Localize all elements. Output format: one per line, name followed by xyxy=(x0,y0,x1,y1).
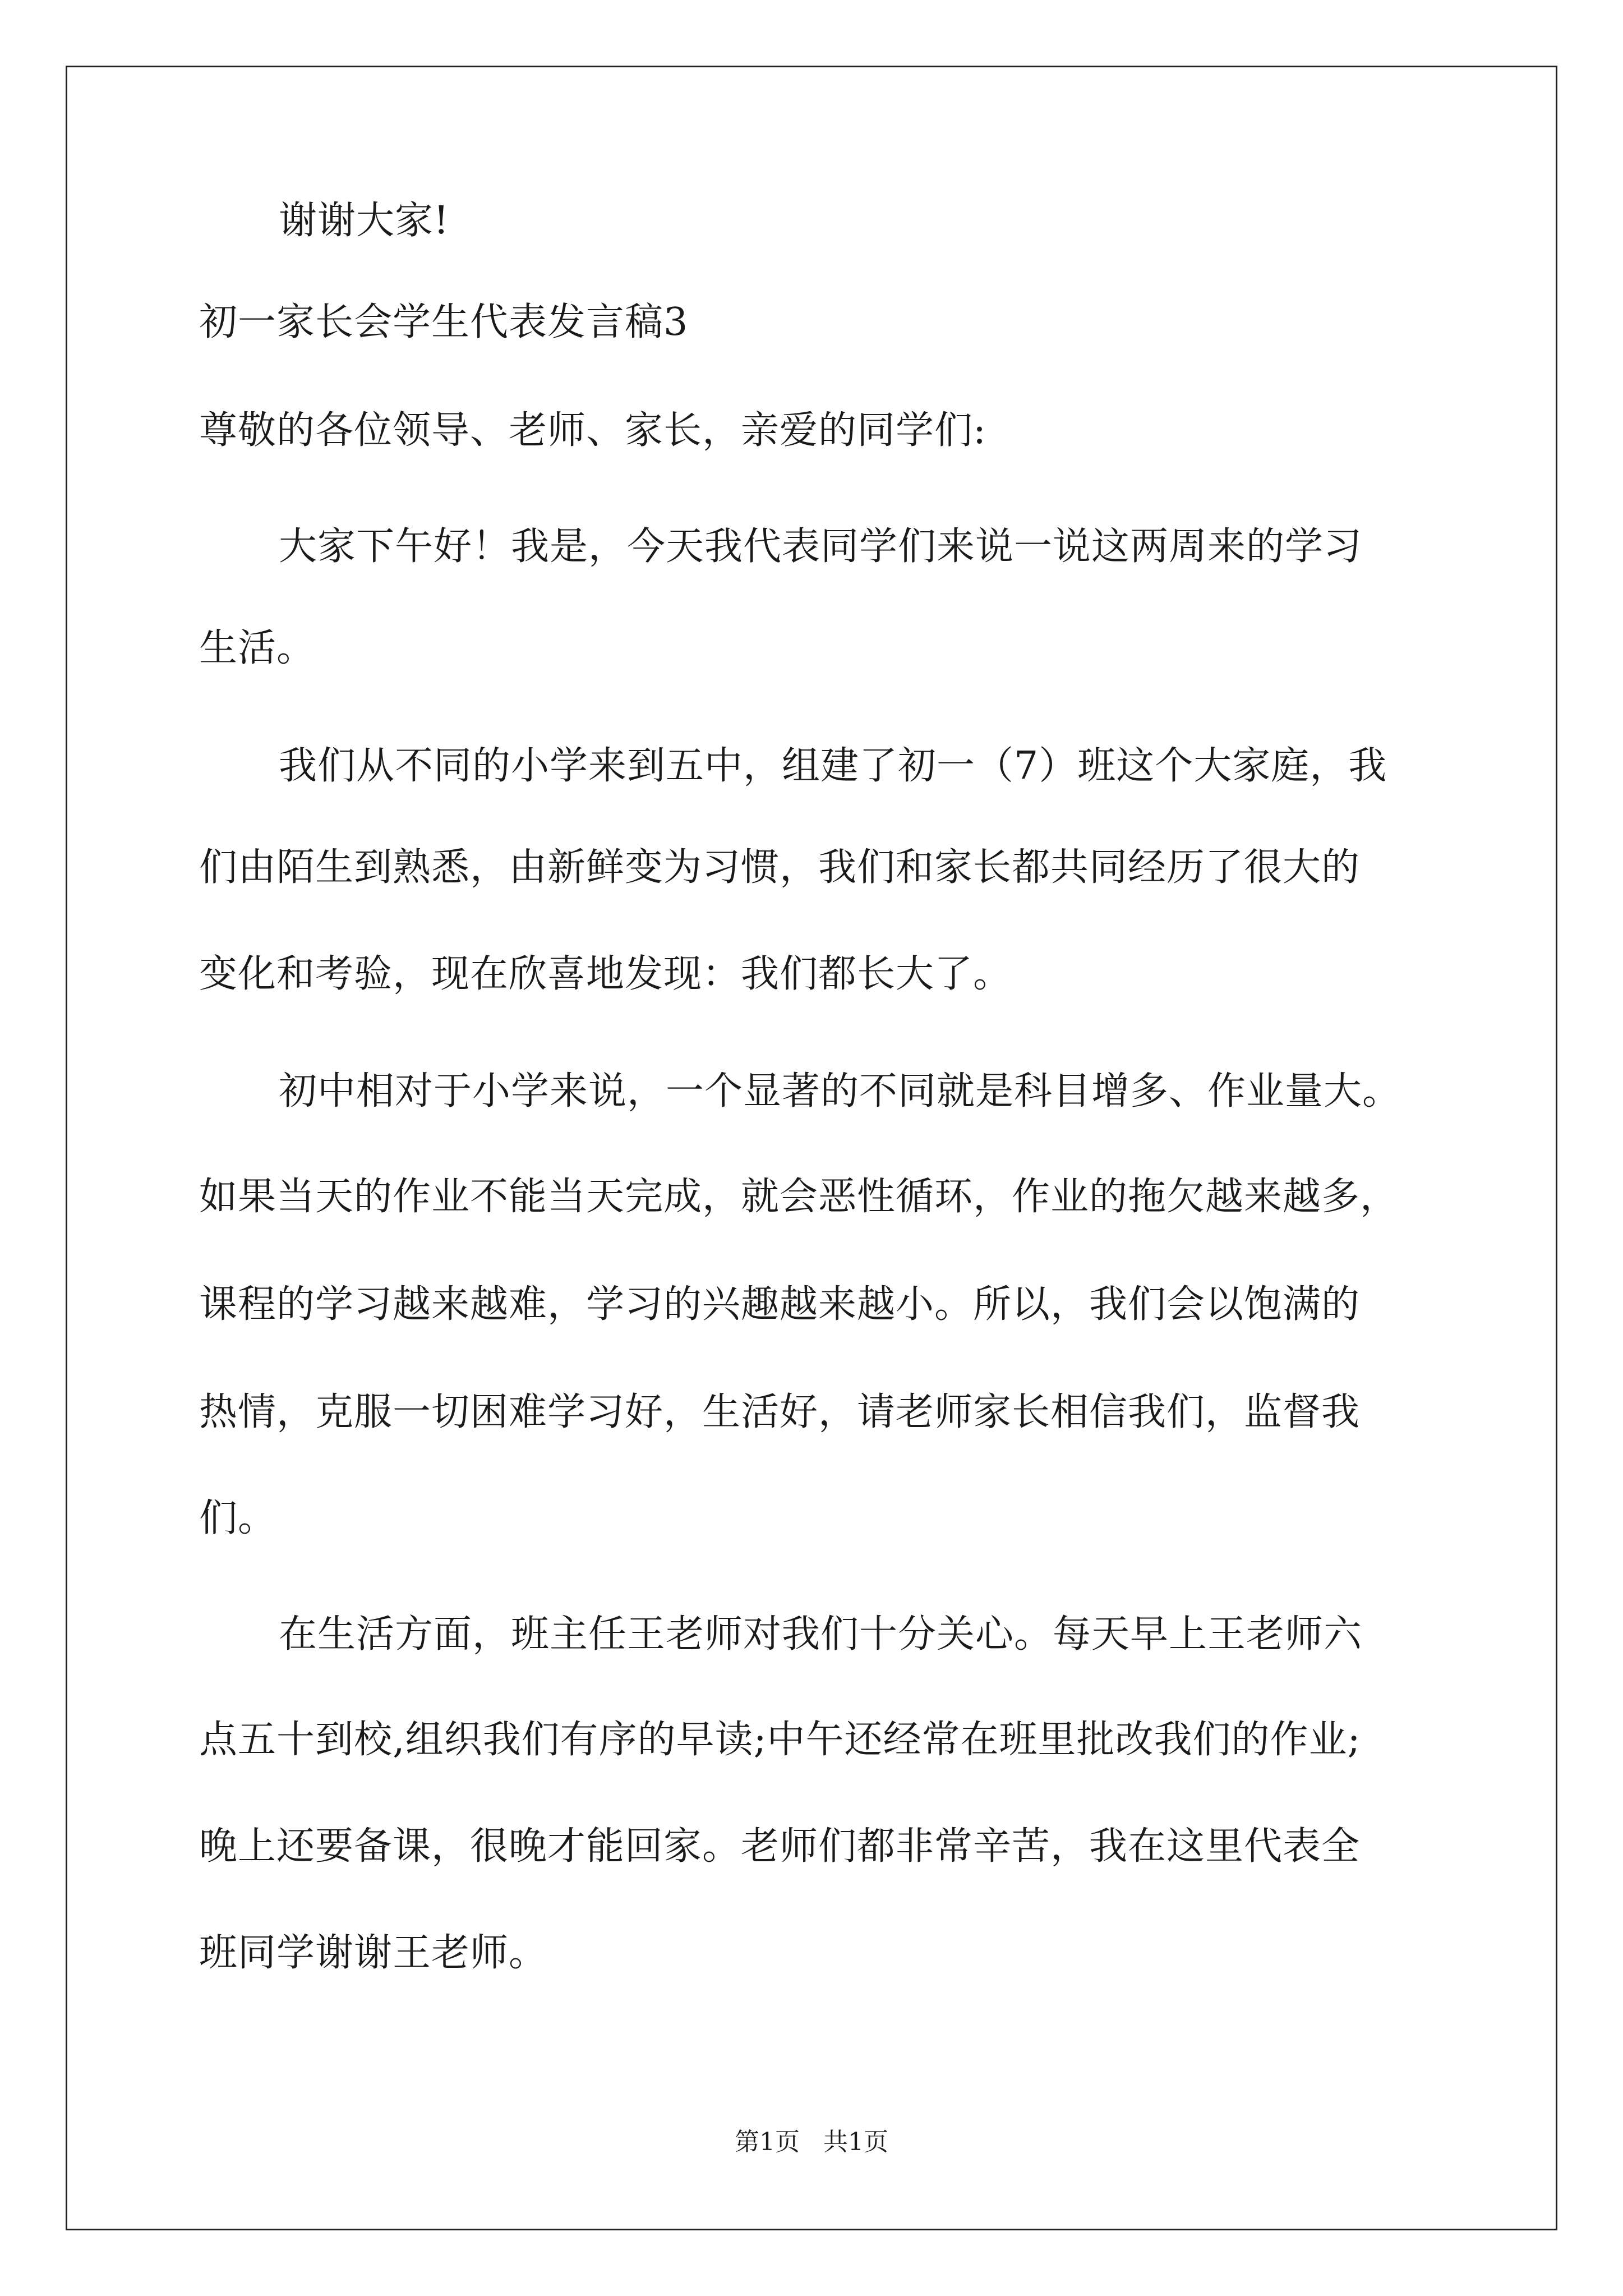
paragraph-1-line-2: 生活。 xyxy=(199,626,316,670)
paragraph-3-line-3: 课程的学习越来越难，学习的兴趣越来越小。所以，我们会以饱满的 xyxy=(199,1282,1361,1327)
closing-line: 谢谢大家! xyxy=(279,199,450,243)
paragraph-3-line-1: 初中相对于小学来说，一个显著的不同就是科目增多、作业量大。 xyxy=(279,1069,1401,1114)
paragraph-3-line-4: 热情，克服一切困难学习好，生活好，请老师家长相信我们，监督我 xyxy=(199,1390,1361,1434)
paragraph-2-line-2: 们由陌生到熟悉，由新鲜变为习惯，我们和家长都共同经历了很大的 xyxy=(199,845,1361,890)
paragraph-4-line-1: 在生活方面，班主任王老师对我们十分关心。每天早上王老师六 xyxy=(279,1612,1363,1657)
paragraph-2-line-3: 变化和考验，现在欣喜地发现：我们都长大了。 xyxy=(199,952,1012,996)
paragraph-2-line-1: 我们从不同的小学来到五中，组建了初一（7）班这个大家庭，我 xyxy=(279,744,1387,788)
paragraph-3-line-5: 们。 xyxy=(199,1496,277,1540)
paragraph-4-line-4: 班同学谢谢王老师。 xyxy=(199,1931,548,1975)
page-border xyxy=(66,66,1557,2230)
paragraph-1-line-1: 大家下午好！我是，今天我代表同学们来说一说这两周来的学习 xyxy=(279,524,1363,569)
page-number: 第1页 共1页 xyxy=(735,2128,888,2156)
paragraph-4-line-2: 点五十到校,组织我们有序的早读;中午还经常在班里批改我们的作业; xyxy=(199,1718,1361,1762)
salutation: 尊敬的各位领导、老师、家长，亲爱的同学们: xyxy=(199,408,986,453)
paragraph-4-line-3: 晚上还要备课，很晚才能回家。老师们都非常辛苦，我在这里代表全 xyxy=(199,1824,1361,1869)
paragraph-3-line-2: 如果当天的作业不能当天完成，就会恶性循环，作业的拖欠越来越多， xyxy=(199,1175,1399,1219)
section-title: 初一家长会学生代表发言稿3 xyxy=(199,300,689,344)
